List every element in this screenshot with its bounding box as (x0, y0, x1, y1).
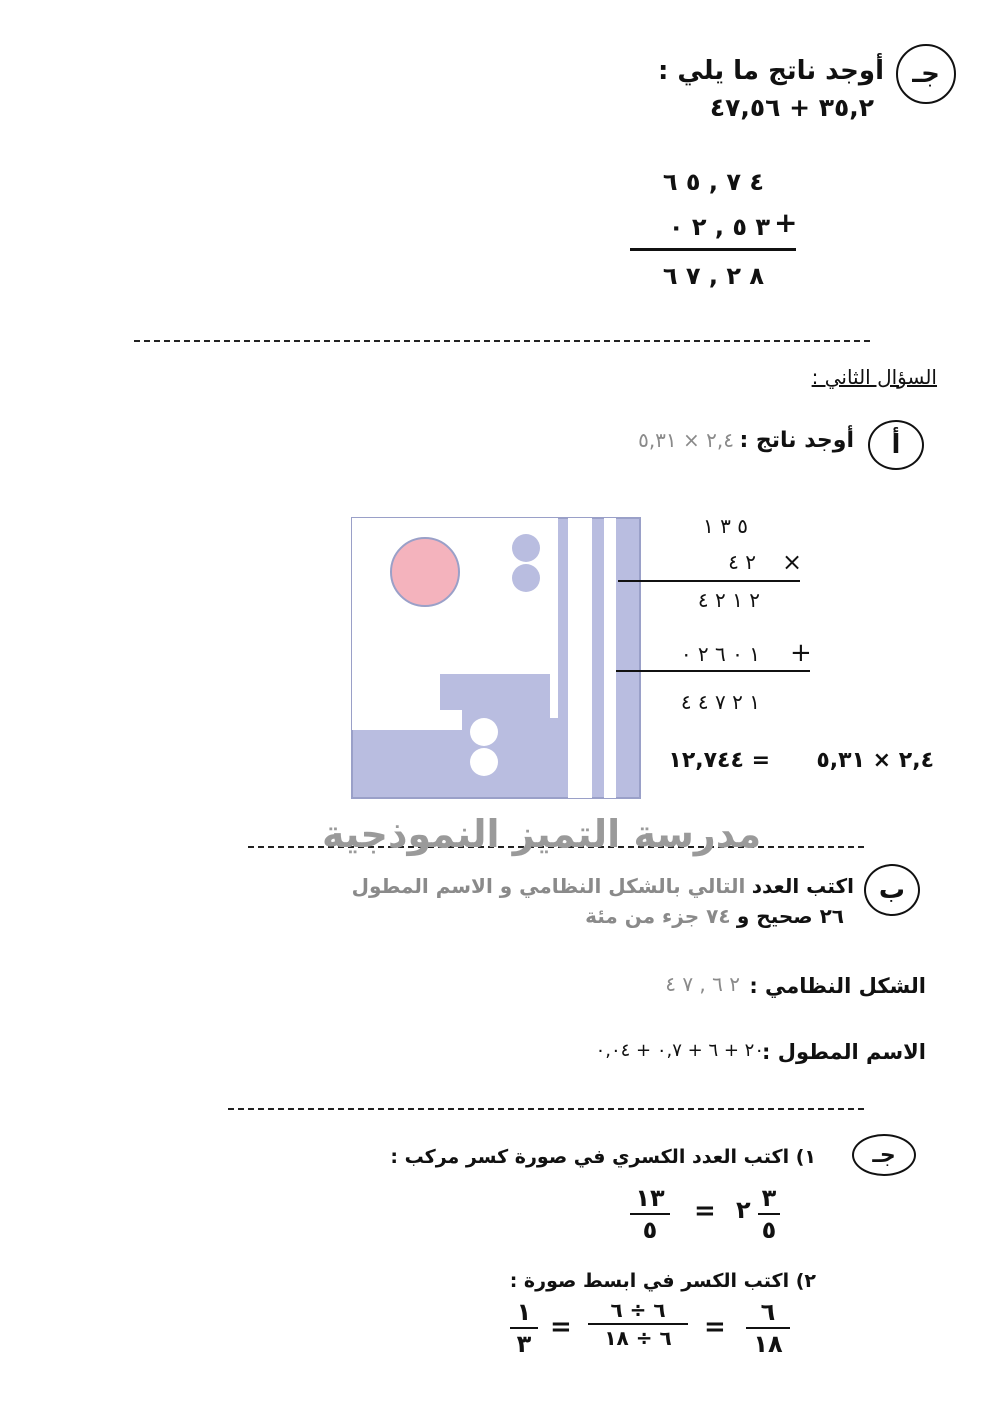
mult-final-left: ١٢,٧٤٤ = (668, 748, 770, 773)
addition-row2: ٣ ٥ , ٢ ٠ (668, 213, 770, 241)
mixed-whole: ٢ (736, 1196, 751, 1224)
plus-sign: + (774, 206, 798, 239)
fraction-bar (510, 1327, 538, 1329)
mult-partial1: ٢ ١ ٢ ٤ (697, 588, 760, 612)
addition-row1: ٤ ٧ , ٥ ٦ (662, 168, 764, 196)
mult-total: ١ ٢ ٧ ٤ ٤ (680, 690, 760, 714)
standard-label: الشكل النظامي : (749, 974, 926, 998)
mult-line-2 (616, 670, 810, 672)
fraction-bar (746, 1327, 790, 1329)
fraction-bar (588, 1323, 688, 1325)
fraction-numerator: ٦ ÷ ٦ (610, 1298, 666, 1322)
fraction-original (746, 1298, 790, 1358)
number-statement-bold: ٢٦ صحيح و (736, 904, 844, 928)
addition-line (630, 248, 796, 251)
badge-label: ب (878, 875, 906, 905)
expression-a: ٢,٤ × ٥,٣١ (638, 428, 734, 452)
badge-label: أ (891, 430, 901, 460)
equals-sign: = (694, 1196, 716, 1226)
badge-label: جـ (912, 59, 940, 89)
fraction-bar (758, 1213, 780, 1215)
fraction-division (588, 1298, 688, 1350)
fraction-denominator: ٥ (642, 1216, 658, 1244)
section-badge-c1 (896, 44, 956, 104)
badge-label: جـ (872, 1142, 896, 1168)
instruction-a: أوجد ناتج : (739, 428, 854, 453)
fraction-simplest (510, 1298, 538, 1358)
mult-partial2: ١ ٠ ٦ ٢ ٠ (680, 642, 760, 666)
question-c2-1: ١) اكتب العدد الكسري في صورة كسر مركب : (390, 1146, 816, 1168)
standard-value: ٢ ٦ , ٧ ٤ (665, 972, 740, 996)
addition-result: ٨ ٢ , ٧ ٦ (662, 262, 764, 290)
expanded-value: ٢٠ + ٦ + ٠,٧ + ٠,٠٤ (595, 1040, 764, 1061)
watermark-text: مدرسة التميز النموذجية (322, 812, 762, 856)
mult-row1: ٥ ٣ ١ (703, 514, 748, 538)
number-statement (585, 904, 844, 928)
fraction-denominator: ٥ (761, 1216, 777, 1244)
fraction-denominator: ٦ ÷ ١٨ (604, 1326, 672, 1350)
fraction-numerator: ١٣ (635, 1184, 665, 1212)
fraction-numerator: ٣ (761, 1184, 777, 1212)
separator-1 (134, 340, 870, 342)
school-logo (350, 514, 642, 800)
number-statement-rest: ٧٤ جزء من مئة (585, 904, 731, 928)
instruction-b-rest: التالي بالشكل النظامي و الاسم المطول (351, 874, 746, 898)
fraction-mixed-part (758, 1184, 780, 1244)
mult-row2: ٢ ٤ (728, 550, 756, 574)
equals-sign: = (704, 1312, 726, 1342)
question-title: السؤال الثاني : (811, 365, 937, 389)
instruction-c1: أوجد ناتج ما يلي : (657, 56, 884, 86)
fraction-numerator: ١ (516, 1298, 532, 1326)
mult-final-right: ٢,٤ × ٥,٣١ (816, 748, 934, 773)
fraction-bar (630, 1213, 670, 1215)
instruction-b (352, 874, 854, 898)
expanded-label: الاسم المطول : (762, 1040, 926, 1064)
fraction-numerator: ٦ (760, 1298, 776, 1326)
section-badge-c2 (852, 1134, 916, 1176)
plus-sign: + (790, 638, 812, 668)
section-badge-a (868, 420, 924, 470)
fraction-improper (630, 1184, 670, 1244)
expression-c1: ٣٥,٢ + ٤٧,٥٦ (709, 93, 874, 122)
question-c2-2: ٢) اكتب الكسر في ابسط صورة : (509, 1270, 816, 1292)
fraction-denominator: ١٨ (753, 1330, 783, 1358)
fraction-denominator: ٣ (516, 1330, 532, 1358)
equals-sign: = (550, 1312, 572, 1342)
section-badge-b (864, 864, 920, 916)
separator-3 (228, 1108, 864, 1110)
mult-line-1 (618, 580, 800, 582)
instruction-b-bold: اكتب العدد (751, 874, 854, 898)
times-sign: × (782, 548, 803, 576)
